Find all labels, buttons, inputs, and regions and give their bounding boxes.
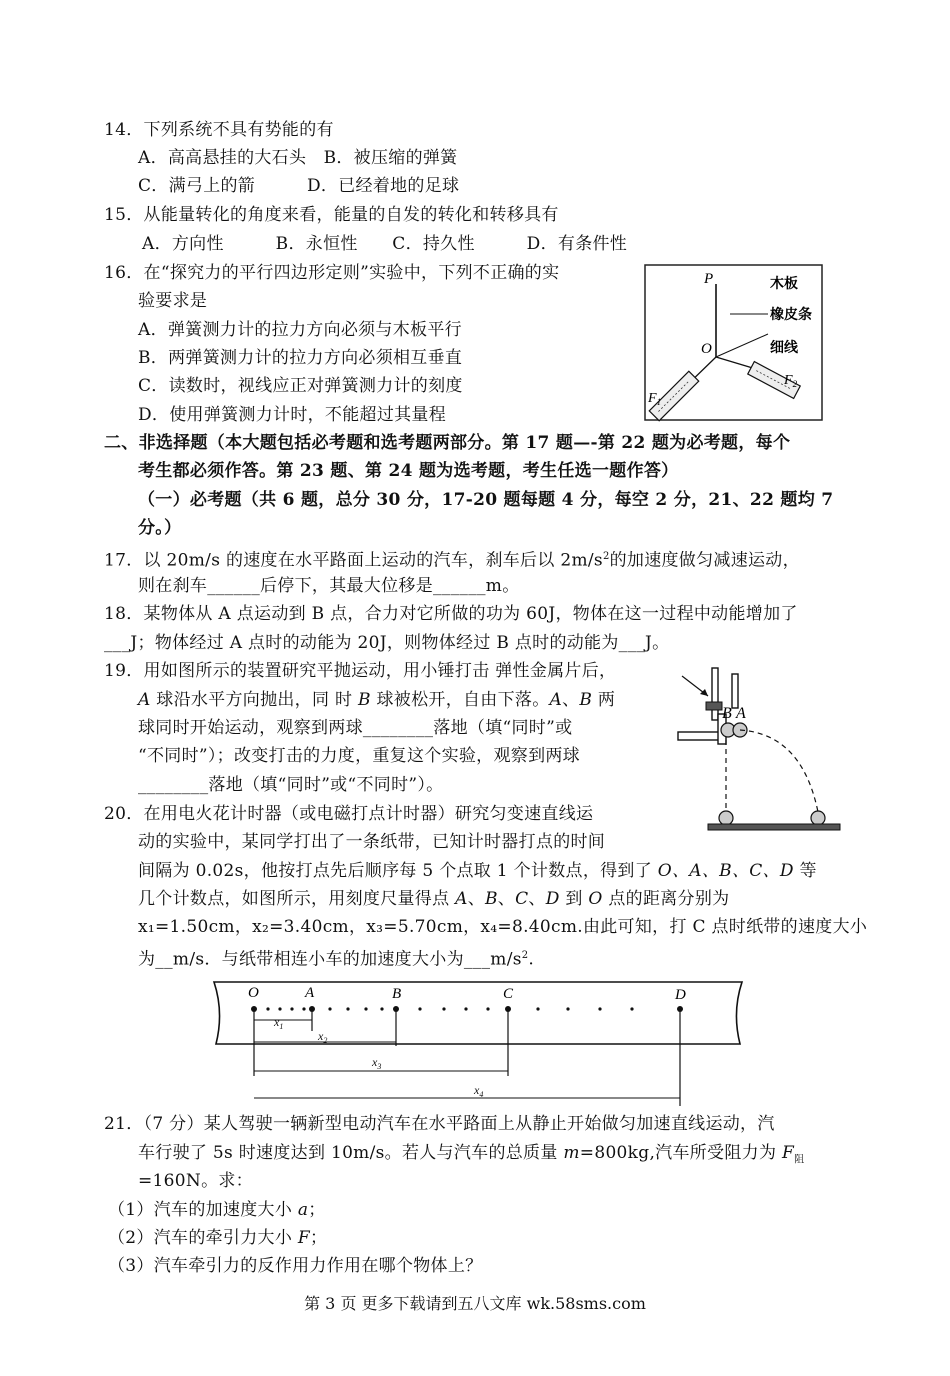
label-f1: $F_1$	[648, 391, 662, 407]
page-footer: 第 3 页 更多下载请到五八文库 wk.58sms.com	[304, 1294, 646, 1313]
label-o: O	[248, 985, 259, 1001]
label-o: O	[701, 341, 712, 357]
q14-options-row2: C．满弓上的箭 D．已经着地的足球	[138, 176, 460, 196]
label-rubber: 橡皮条	[770, 308, 812, 323]
label-a: A	[736, 705, 746, 722]
upright-post	[732, 674, 738, 708]
q16-option-a: A．弹簧测力计的拉力方向必须与木板平行	[138, 320, 462, 340]
q20-line6: 为__m/s．与纸带相连小车的加速度大小为$\_\_\_m/s^2$.	[138, 949, 535, 970]
q21-line3: =160N。求：	[138, 1171, 253, 1191]
label-x2: $x_2$	[318, 1029, 328, 1045]
label-p: P	[704, 271, 714, 287]
label-thread: 细线	[770, 341, 798, 356]
label-d: D	[675, 987, 686, 1003]
ground	[708, 824, 840, 830]
section2-line4: 分。）	[138, 518, 182, 538]
q16-option-b: B．两弹簧测力计的拉力方向必须相互垂直	[138, 348, 463, 368]
q20-line5: x₁=1.50cm，x₂=3.40cm，x₃=5.70cm，x₄=8.40cm.由此可知，打 C 点时纸带的速度大小	[138, 917, 868, 937]
ball-b-landed	[719, 811, 733, 825]
q19-line4: “不同时”）；改变打击的力度，重复这个实验，观察到两球	[138, 746, 580, 766]
section2-line2: 考生都必须作答。第 23 题、第 24 题为选考题，考生任选一题作答）	[138, 461, 679, 481]
q15-stem: 15．从能量转化的角度来看，能量的自发的转化和转移具有	[104, 205, 559, 225]
q16-option-c: C．读数时，视线应正对弹簧测力计的刻度	[138, 376, 463, 396]
q20-line2: 动的实验中，某同学打出了一条纸带，已知计时器打点的时间	[138, 832, 606, 852]
q18-line1: 18．某物体从 A 点运动到 B 点，合力对它所做的功为 60J，物体在这一过程中动能增加了	[104, 604, 798, 624]
q19-line5: ________落地（填“同时”或“不同时”）。	[138, 775, 444, 795]
support-bar	[678, 732, 724, 740]
q18-line2: ___J；物体经过 A 点时的动能为 20J，则物体经过 B 点时的动能为___J。	[104, 633, 670, 653]
tape-outline	[214, 982, 742, 1044]
label-b: B	[722, 705, 732, 722]
q21-part2: （2）汽车的牵引力大小 F；	[108, 1228, 328, 1248]
projectile-path-a	[740, 730, 818, 812]
q17-line2: 则在刹车______后停下，其最大位移是______m。	[138, 576, 520, 596]
q21-line2: 车行驶了 5s 时速度达到 10m/s。若人与汽车的总质量 m=800kg,汽车所受阻力为 $F_阻$	[138, 1143, 805, 1166]
label-c: C	[503, 986, 514, 1002]
q16-force-table-figure	[644, 264, 824, 422]
q19-projectile-apparatus-figure	[672, 662, 848, 832]
q20-line3: 间隔为 0.02s，他按打点先后顺序每 5 个点取 1 个计数点，得到了 O、A、B、C、D 等	[138, 861, 817, 881]
q20-paper-tape-figure	[208, 976, 748, 1106]
q19-line1: 19．用如图所示的装置研究平抛运动，用小锤打击 弹性金属片后，	[104, 661, 617, 681]
ball-a-landed	[811, 811, 825, 825]
label-b: B	[392, 986, 402, 1002]
q19-line3: 球同时开始运动，观察到两球________落地（填“同时”或	[138, 718, 573, 738]
q16-stem-line1: 16．在“探究力的平行四边形定则”实验中，下列不正确的实	[104, 263, 560, 283]
q21-part3: （3）汽车牵引力的反作用力作用在哪个物体上？	[108, 1256, 483, 1276]
label-f2: $F_2$	[784, 373, 798, 389]
q16-stem-line2: 验要求是	[138, 291, 208, 311]
metal-strip	[712, 668, 718, 720]
label-x3: $x_3$	[372, 1055, 382, 1071]
q14-options-row1: A．高高悬挂的大石头 B．被压缩的弹簧	[138, 148, 458, 168]
q19-line2: A 球沿水平方向抛出，同 时 B 球被松开，自由下落。A、B 两	[138, 690, 616, 710]
hammer-head	[706, 702, 722, 710]
label-a: A	[305, 985, 315, 1001]
section2-line1: 二、非选择题（本大题包括必考题和选考题两部分。第 17 题—-第 22 题为必考题，每个	[104, 433, 791, 453]
q20-line4: 几个计数点，如图所示，用刻度尺量得点 A、B、C、D 到 O 点的距离分别为	[138, 889, 730, 909]
section2-line3: （一）必考题（共 6 题，总分 30 分，17-20 题每题 4 分，每空 2 分，21、22 题均 7	[138, 490, 834, 510]
q14-stem: 14．下列系统不具有势能的有	[104, 120, 334, 140]
q21-line1: 21．（7 分）某人驾驶一辆新型电动汽车在水平路面上从静止开始做匀加速直线运动，汽	[104, 1114, 775, 1134]
q20-line1: 20．在用电火花计时器（或电磁打点计时器）研究匀变速直线运	[104, 804, 594, 824]
label-x1: $x_1$	[274, 1015, 284, 1031]
label-x4: $x_4$	[474, 1083, 484, 1099]
q15-options-row1: A．方向性 B．永恒性 C．持久性 D．有条件性	[142, 234, 628, 254]
q17-line1: 17．以 20m/s 的速度在水平路面上运动的汽车，刹车后以 $2m/s^2$的加速度做匀减速运动，	[104, 550, 800, 571]
label-board: 木板	[770, 277, 798, 292]
q16-option-d: D．使用弹簧测力计时，不能超过其量程	[138, 405, 447, 425]
q21-part1: （1）汽车的加速度大小 a；	[108, 1200, 326, 1220]
